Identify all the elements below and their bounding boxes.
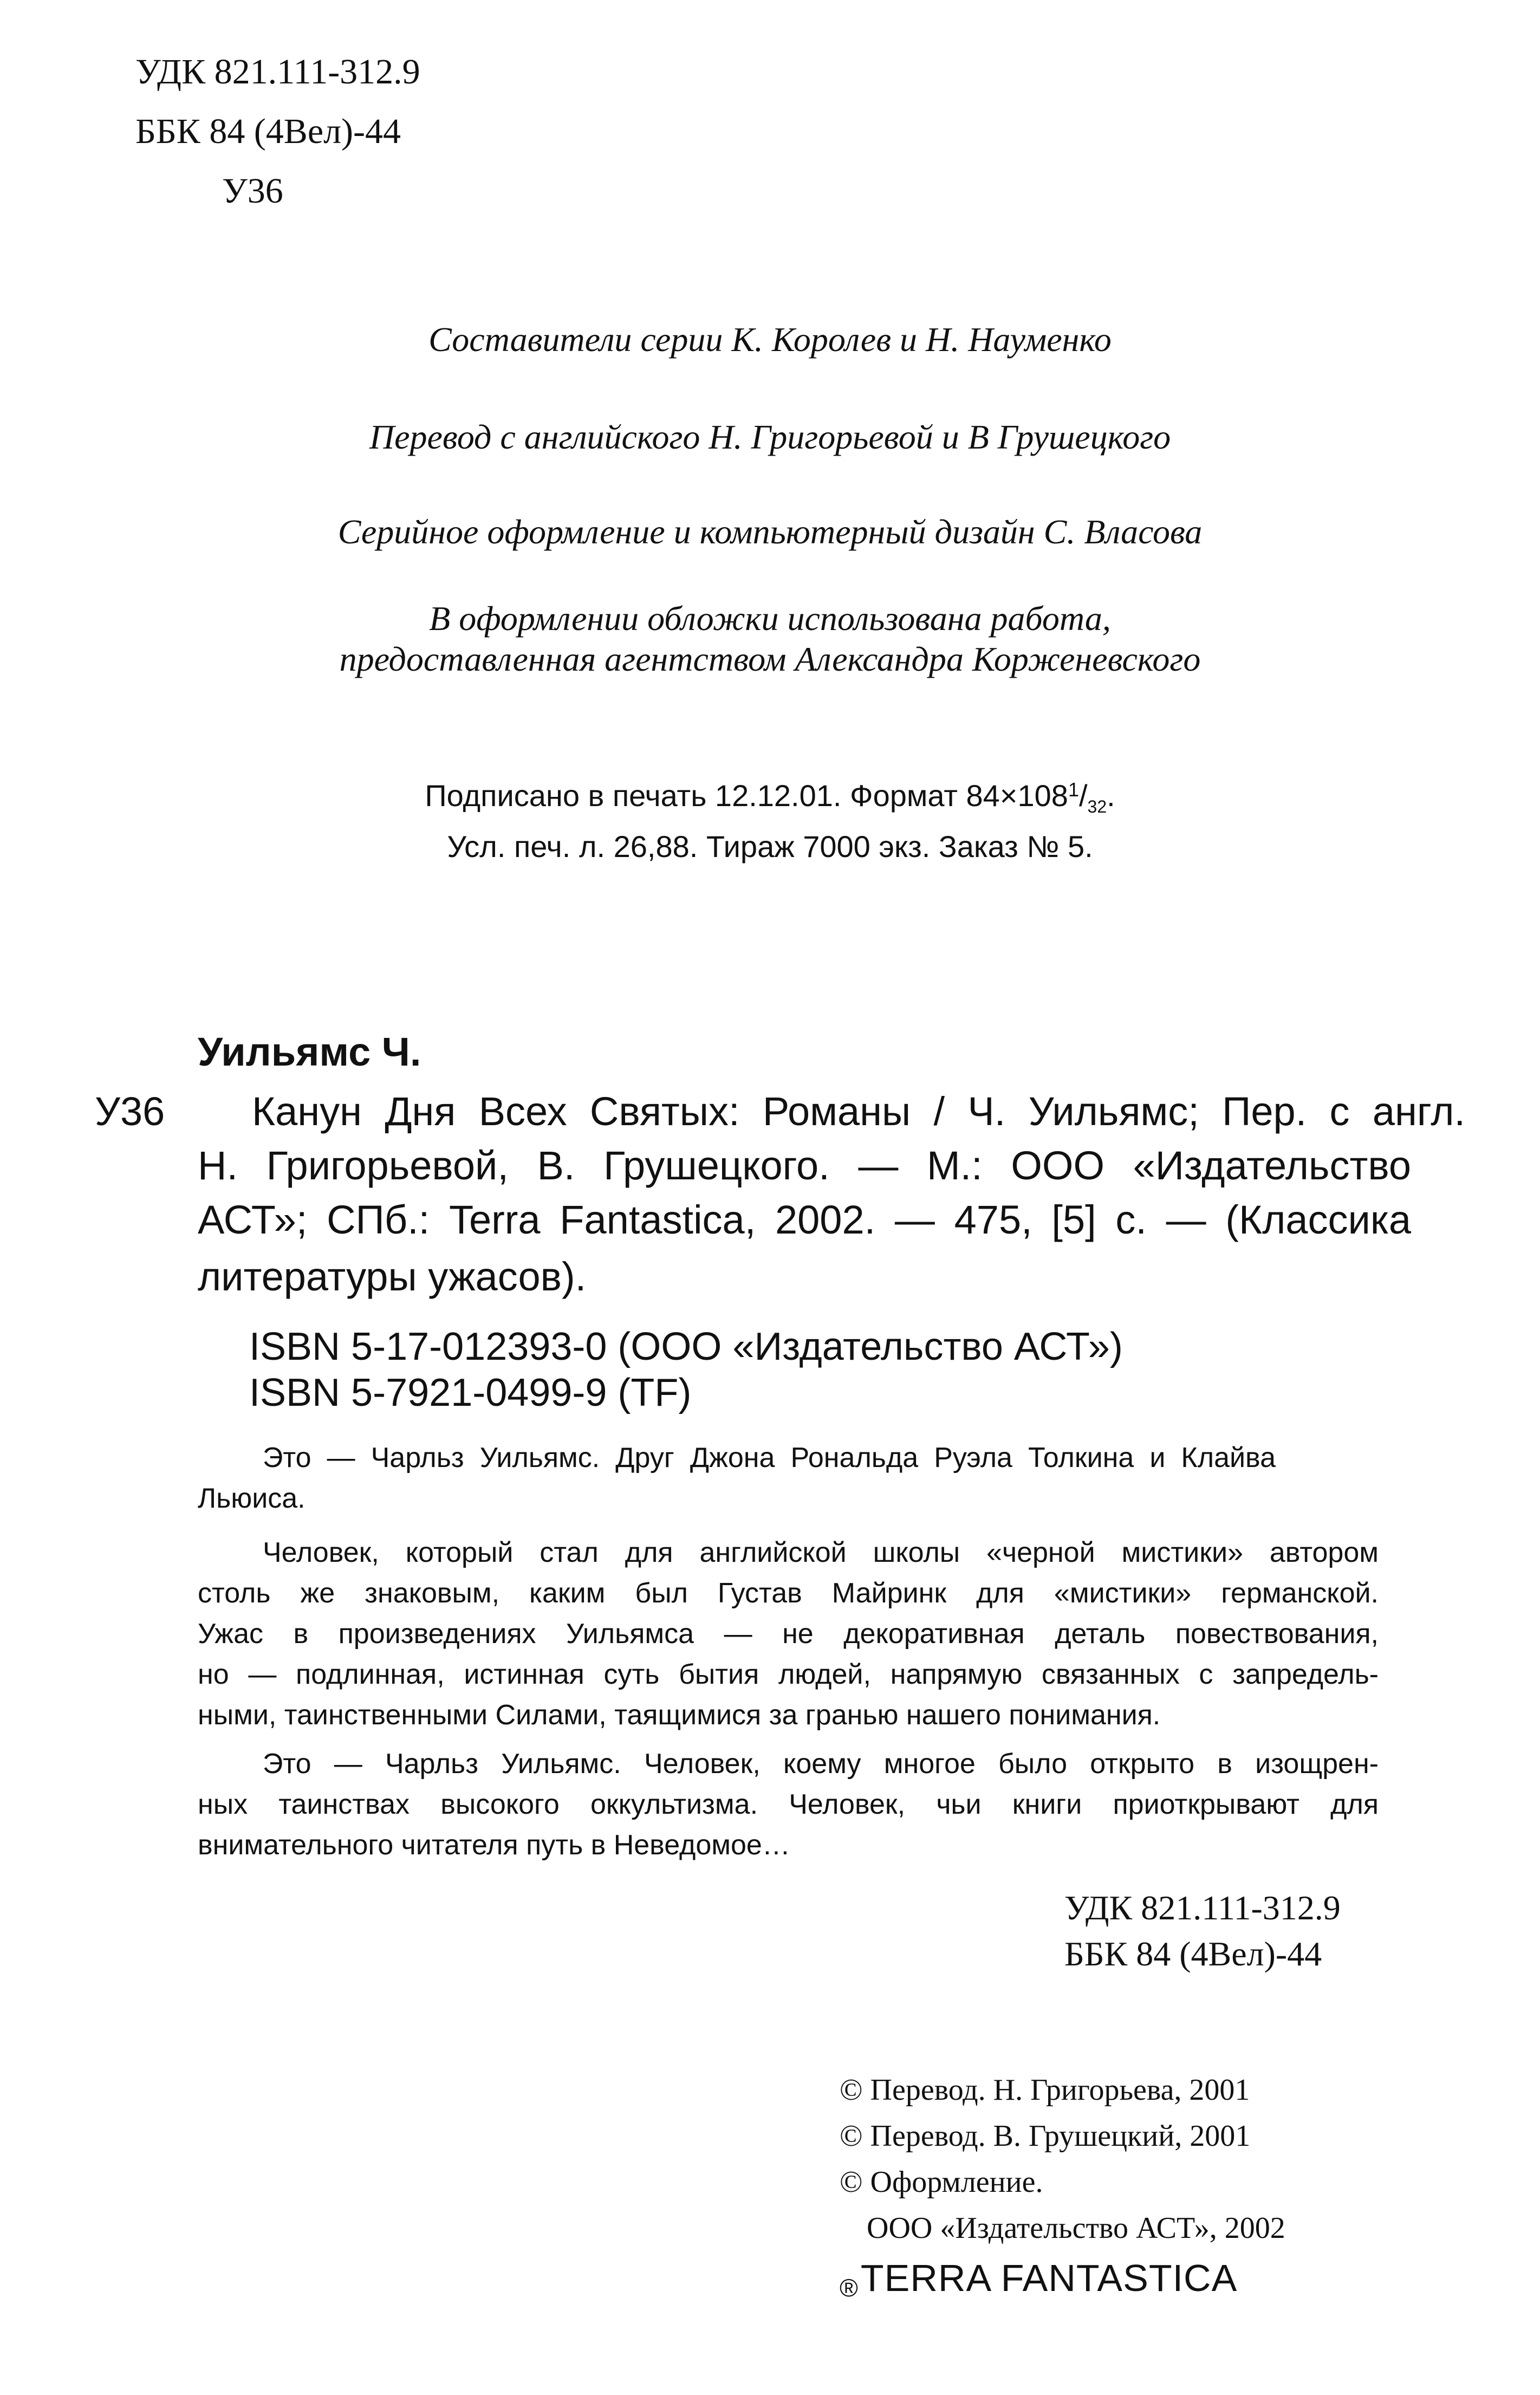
- annotation-p2-line1: Человек, который стал для английской школы «черной мистики» автором: [263, 1537, 1379, 1568]
- isbn-ast: ISBN 5-17-012393-0 (ООО «Издательство АСТ»): [249, 1325, 1123, 1368]
- udk-code-bottom: УДК 821.111-312.9: [1064, 1888, 1341, 1927]
- copyright-publisher: ООО «Издательство АСТ», 2002: [867, 2211, 1285, 2245]
- annotation-p2-line2: столь же знаковым, каким был Густав Майринк для «мистики» германской.: [198, 1578, 1379, 1609]
- print-info-suffix: .: [1107, 778, 1115, 813]
- annotation-p3-line3: внимательного читателя путь в Неведомое…: [198, 1829, 790, 1861]
- bib-line-4: литературы ужасов).: [198, 1254, 587, 1299]
- author-mark-top: У36: [222, 171, 283, 211]
- copyright-translation-2: © Перевод. В. Грушецкий, 2001: [840, 2119, 1251, 2153]
- copyright-translation-1: © Перевод. Н. Григорьева, 2001: [840, 2073, 1250, 2107]
- print-info-line2: Усл. печ. л. 26,88. Тираж 7000 экз. Заказ № 5.: [447, 829, 1093, 864]
- annotation-p3-line2: ных таинствах высокого оккультизма. Человек, чьи книги приоткрывают для: [198, 1789, 1379, 1820]
- cover-credit-line2: предоставленная агентством Александра Корженевского: [339, 640, 1201, 678]
- annotation-p2-line3: Ужас в произведениях Уильямса — не декоративная деталь повествования,: [198, 1618, 1379, 1650]
- registered-icon: ®: [840, 2274, 859, 2302]
- annotation-p1-line2: Льюиса.: [198, 1483, 306, 1514]
- isbn-tf: ISBN 5-7921-0499-9 (TF): [249, 1371, 692, 1414]
- bib-line-3: АСТ»; СПб.: Terra Fantastica, 2002. — 475, [5] с. — (Классика: [198, 1197, 1411, 1242]
- print-info-line1: [0, 780, 1540, 815]
- series-editors-credit: Составители серии К. Королев и Н. Науменко: [428, 320, 1112, 359]
- bib-line-2: Н. Григорьевой, В. Грушецкого. — М.: ООО «Издательство: [198, 1143, 1411, 1188]
- print-info-text: Подписано в печать 12.12.01. Формат 84×108: [425, 778, 1068, 813]
- annotation-p2-line5: ными, таинственными Силами, таящимися за гранью нашего понимания.: [198, 1699, 1161, 1731]
- format-numerator: 1: [1068, 778, 1079, 801]
- format-slash: /: [1078, 778, 1088, 813]
- format-denominator: 32: [1087, 797, 1107, 816]
- terra-fantastica-logo: [840, 2259, 1237, 2300]
- bbk-code-top: ББК 84 (4Вел)-44: [135, 112, 401, 151]
- bib-line-1: Канун Дня Всех Святых: Романы / Ч. Уильямс; Пер. с англ.: [252, 1089, 1465, 1134]
- udk-code-top: УДК 821.111-312.9: [135, 52, 420, 92]
- annotation-p1-line1: Это — Чарльз Уильямс. Друг Джона Рональда Руэла Толкина и Клайва: [263, 1442, 1276, 1474]
- annotation-p3-line1: Это — Чарльз Уильямс. Человек, коему многое было открыто в изощрен-: [263, 1748, 1379, 1780]
- logo-text: TERRA FANTASTICA: [860, 2257, 1238, 2299]
- cover-credit-line1: В оформлении обложки использована работа,: [429, 599, 1111, 638]
- bbk-code-bottom: ББК 84 (4Вел)-44: [1064, 1935, 1322, 1973]
- design-credit: Серийное оформление и компьютерный дизайн С. Власова: [337, 512, 1203, 551]
- bib-author-mark: У36: [95, 1089, 165, 1134]
- bib-author: Уильямс Ч.: [198, 1029, 421, 1074]
- copyright-design: © Оформление.: [840, 2165, 1043, 2199]
- annotation-p2-line4: но — подлинная, истинная суть бытия людей, напрямую связанных с запредель-: [198, 1659, 1379, 1690]
- translation-credit: Перевод с английского Н. Григорьевой и В Грушецкого: [369, 418, 1171, 456]
